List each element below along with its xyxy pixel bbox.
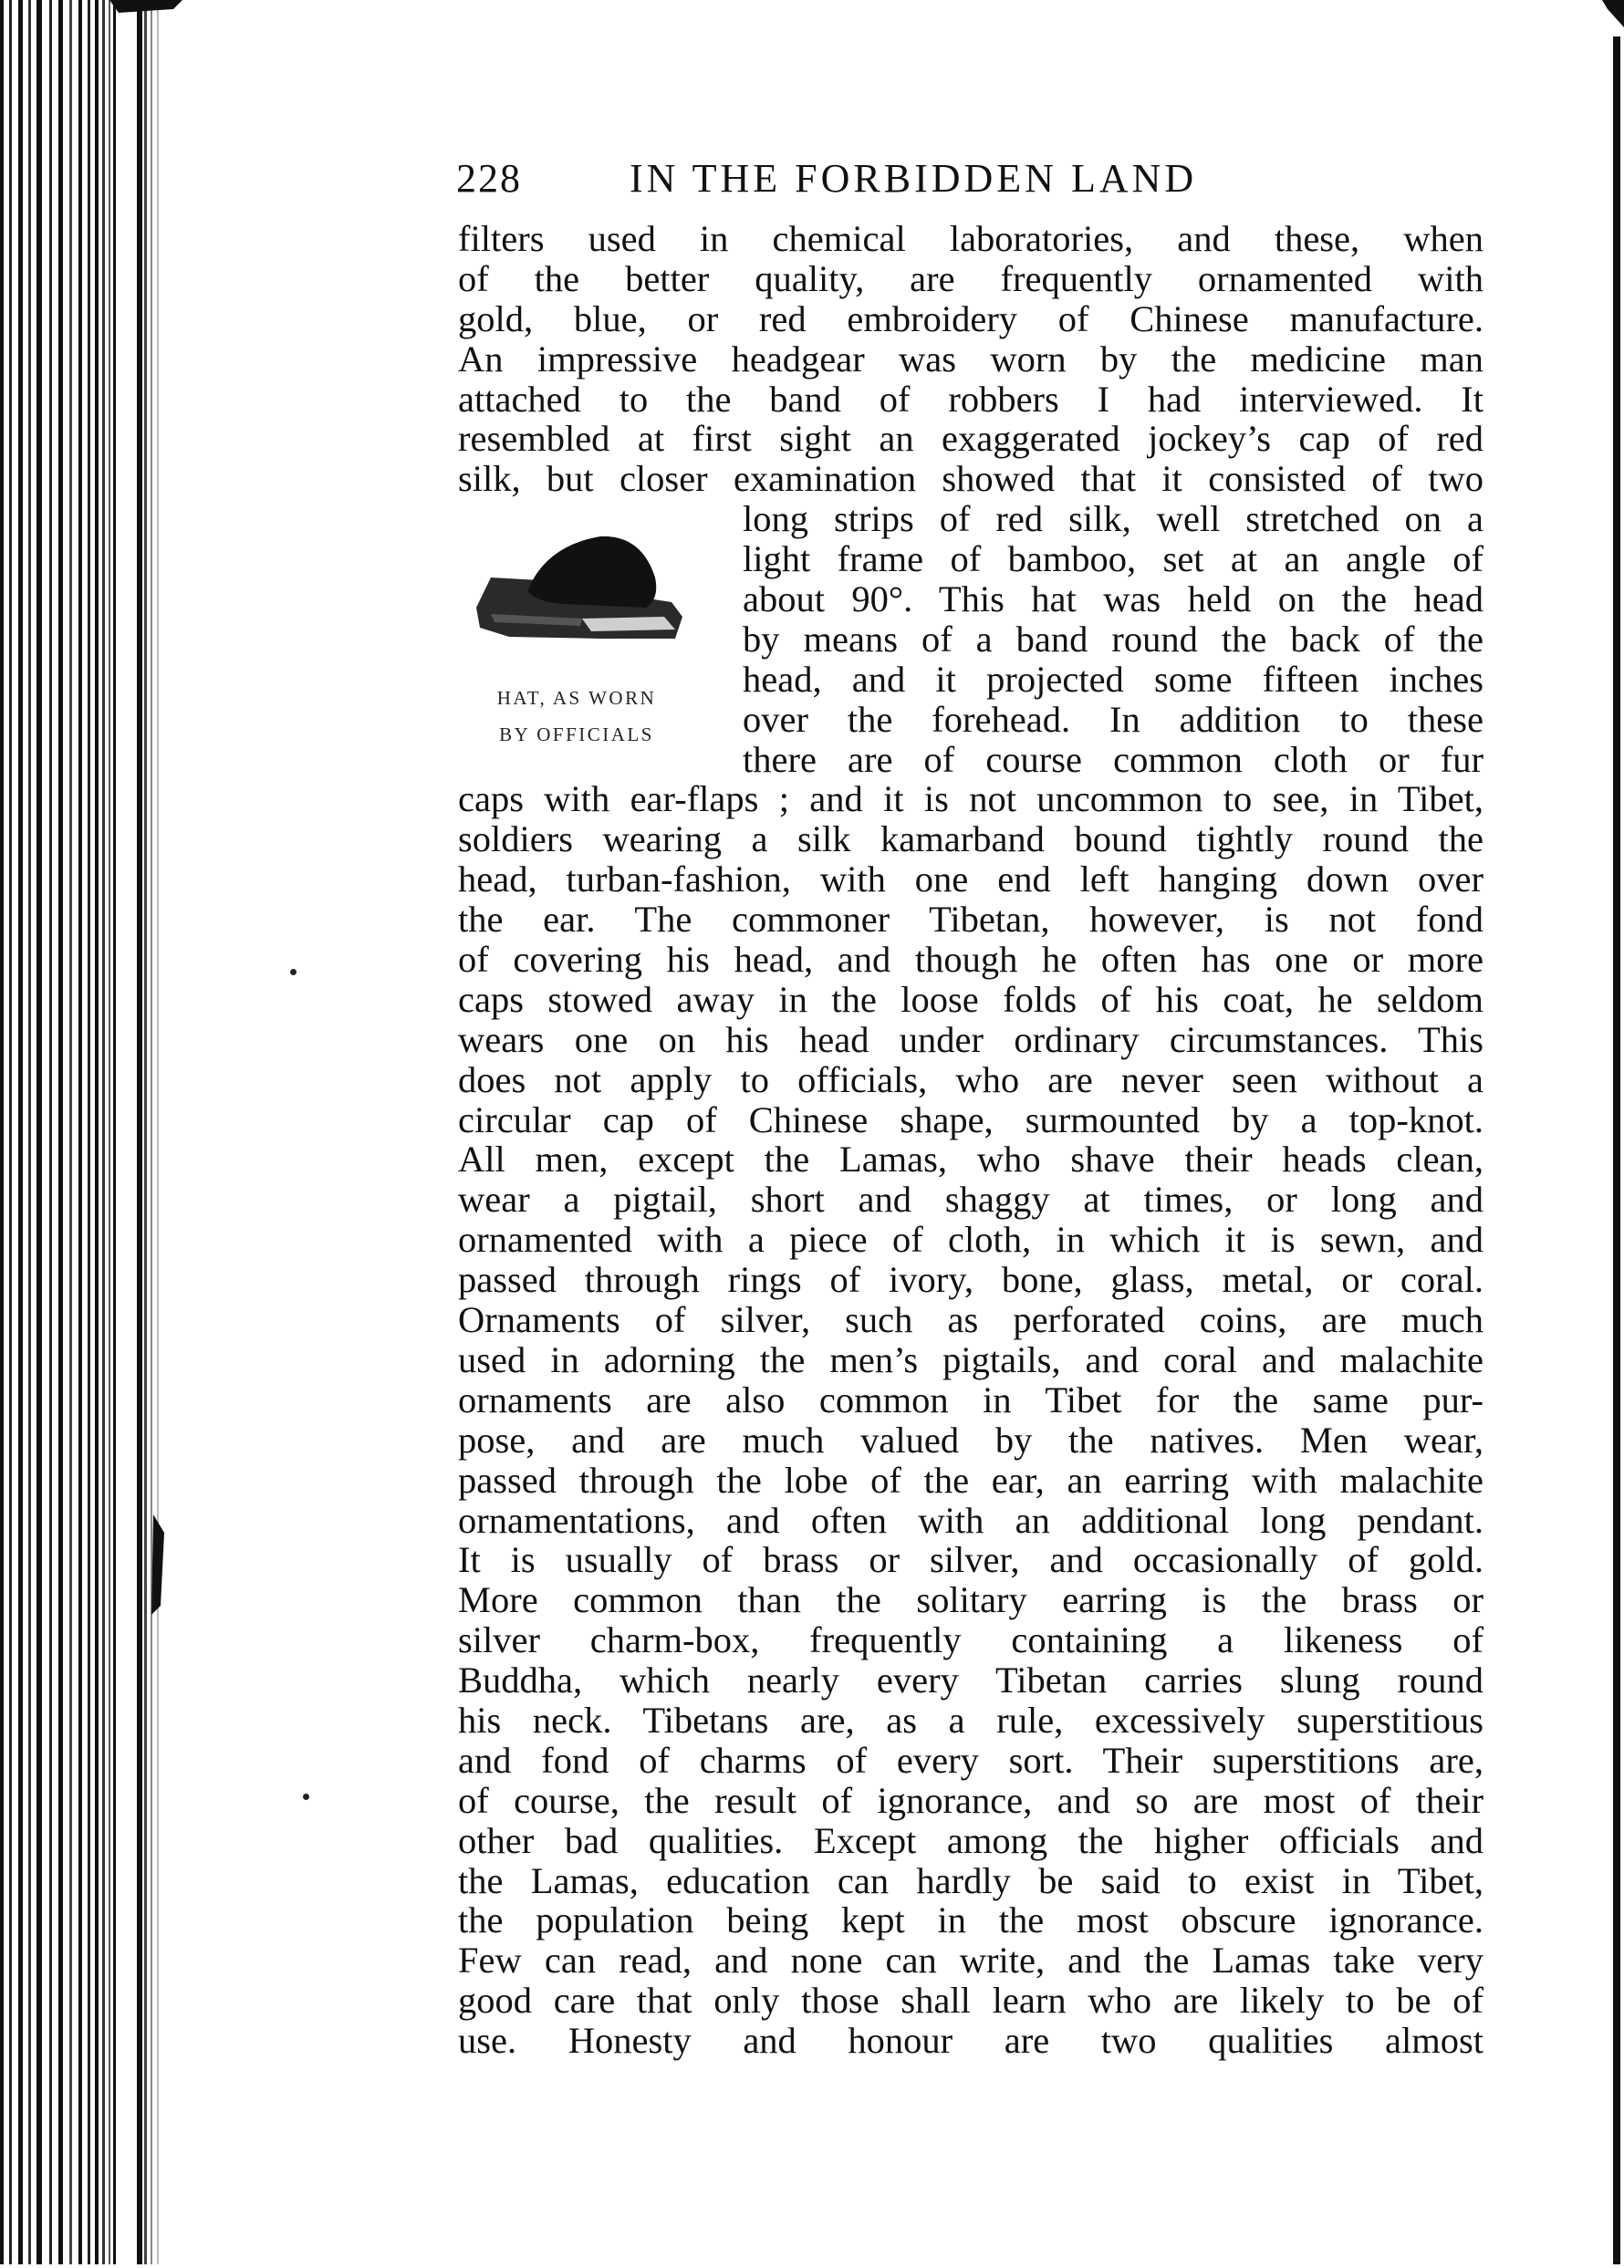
text-line: caps stowed away in the loose folds of his coat, he seldom: [458, 978, 1483, 1020]
text-line: circular cap of Chinese shape, surmounted by a top-knot.: [458, 1098, 1483, 1140]
body-text: [458, 219, 1483, 2061]
caption-line: HAT, AS WORN: [496, 687, 657, 709]
text-line: filters used in chemical laboratories, and these, when: [458, 218, 1483, 259]
text-line: Ornaments of silver, such as perforated coins, are much: [458, 1299, 1483, 1341]
text-line: Buddha, which nearly every Tibetan carries slung round: [458, 1659, 1483, 1701]
text-line: ornaments are also common in Tibet for the same pur-: [458, 1378, 1483, 1420]
text-line: his neck. Tibetans are, as a rule, excessively superstitious: [458, 1699, 1483, 1741]
text-line: use. Honesty and honour are two qualities almost: [458, 2020, 1483, 2062]
text-line: there are of course common cloth or fur: [743, 738, 1483, 780]
text-line: of covering his head, and though he often has one or more: [458, 939, 1483, 981]
text-line: head, turban-fashion, with one end left hanging down over: [458, 858, 1483, 900]
book-binding-edge: [0, 0, 182, 2264]
text-line: silk, but closer examination showed that it consisted of two: [458, 458, 1483, 500]
text-line: head, and it projected some fifteen inches: [743, 658, 1483, 700]
text-line: silver charm-box, frequently containing a likeness of: [458, 1619, 1483, 1661]
text-line: Few can read, and none can write, and the Lamas take very: [458, 1940, 1483, 1982]
text-line: wear a pigtail, short and shaggy at times, or long and: [458, 1179, 1483, 1221]
text-line: other bad qualities. Except among the higher officials and: [458, 1819, 1483, 1861]
text-line: used in adorning the men’s pigtails, and coral and malachite: [458, 1338, 1483, 1380]
text-line: does not apply to officials, who are never seen without a: [458, 1058, 1483, 1100]
text-line: pose, and are much valued by the natives. Men wear,: [458, 1419, 1483, 1461]
text-line: about 90°. This hat was held on the head: [743, 578, 1483, 620]
text-line: passed through the lobe of the ear, an earring with malachite: [458, 1459, 1483, 1501]
text-line: An impressive headgear was worn by the medicine man: [458, 338, 1483, 380]
text-line: It is usually of brass or silver, and occasionally of gold.: [458, 1539, 1483, 1581]
text-line: attached to the band of robbers I had interviewed. It: [458, 378, 1483, 420]
page-right-edge: [1602, 0, 1624, 2264]
text-line: the Lamas, education can hardly be said to exist in Tibet,: [458, 1859, 1483, 1901]
caption-line: BY OFFICIALS: [499, 723, 654, 745]
text-line: of course, the result of ignorance, and so are most of their: [458, 1779, 1483, 1821]
text-line: wears one on his head under ordinary circumstances. This: [458, 1018, 1483, 1060]
text-line: and fond of charms of every sort. Their superstitions are,: [458, 1739, 1483, 1781]
text-line: of the better quality, are frequently ornamented with: [458, 257, 1483, 299]
text-line: by means of a band round the back of the: [743, 618, 1483, 660]
text-line: caps with ear-flaps ; and it is not uncommon to see, in Tibet,: [458, 778, 1483, 820]
text-line: the ear. The commoner Tibetan, however, is not fond: [458, 899, 1483, 941]
scan-speck: [303, 1794, 309, 1800]
running-header: [456, 151, 1369, 206]
text-line: long strips of red silk, well stretched on a: [743, 498, 1483, 540]
text-line: More common than the solitary earring is the brass or: [458, 1579, 1483, 1621]
text-line: over the forehead. In addition to these: [743, 698, 1483, 740]
scan-speck: [290, 969, 297, 975]
text-line: resembled at first sight an exaggerated jockey’s cap of red: [458, 418, 1483, 460]
text-line: good care that only those shall learn who are likely to be of: [458, 1980, 1483, 2022]
text-line: ornamentations, and often with an additional long pendant.: [458, 1499, 1483, 1541]
text-line: the population being kept in the most obscure ignorance.: [458, 1899, 1483, 1941]
text-line: gold, blue, or red embroidery of Chinese manufacture.: [458, 297, 1483, 339]
text-line: light frame of bamboo, set at an angle of: [743, 538, 1483, 580]
text-line: ornamented with a piece of cloth, in which it is sewn, and: [458, 1219, 1483, 1261]
page-number: 228: [456, 156, 522, 201]
text-line: All men, except the Lamas, who shave their heads clean,: [458, 1139, 1483, 1181]
text-line: soldiers wearing a silk kamarband bound tightly round the: [458, 818, 1483, 860]
running-title: IN THE FORBIDDEN LAND: [630, 156, 1198, 201]
text-line: passed through rings of ivory, bone, glass, metal, or coral.: [458, 1259, 1483, 1301]
